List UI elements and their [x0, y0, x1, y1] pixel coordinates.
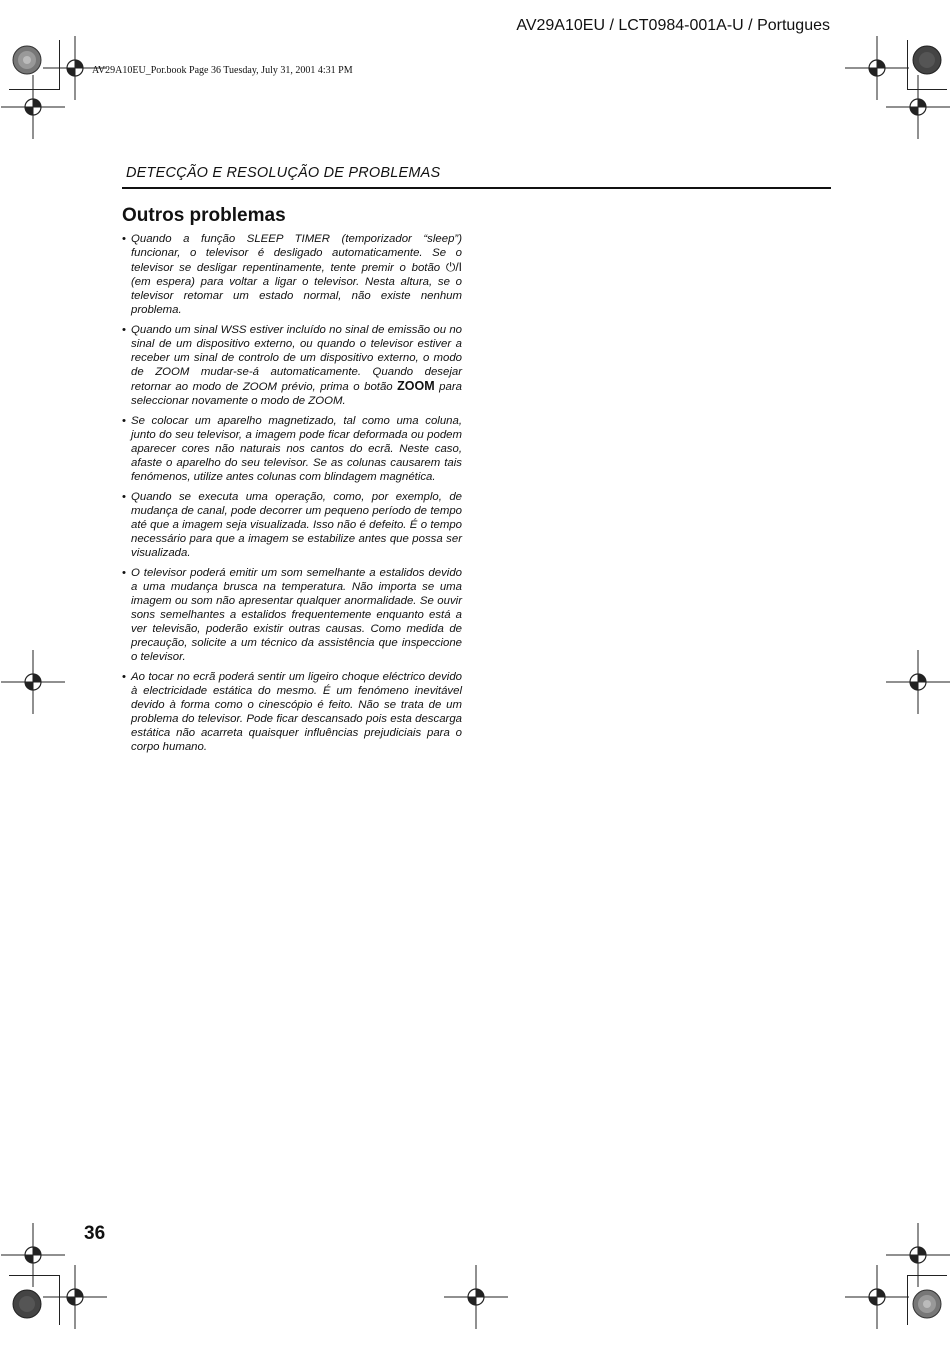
registration-mark-icon	[886, 75, 950, 139]
color-target-icon	[11, 44, 43, 76]
document-id: AV29A10EU / LCT0984-001A-U / Portugues	[516, 17, 830, 34]
trim-line	[907, 1275, 908, 1325]
zoom-button-label: ZOOM	[397, 379, 435, 393]
list-item: • Se colocar um aparelho magnetizado, tal como uma coluna, junto do seu televisor, a imagem pode ficar deformada ou podem aparecer cores não naturais nos cantos do ecrã. Neste caso, afaste o aparelho do seu televisor. Se as colunas causarem tais fenómenos, utilize antes colunas com blindagem magnética.	[122, 414, 462, 484]
trim-line	[907, 1275, 947, 1276]
registration-mark-icon	[444, 1265, 508, 1329]
page-number: 36	[84, 1223, 106, 1244]
trim-line	[9, 1275, 59, 1276]
section-header: DETECÇÃO E RESOLUÇÃO DE PROBLEMAS	[126, 165, 441, 181]
list-item: • Ao tocar no ecrã poderá sentir um ligeiro choque eléctrico devido à electricidade estática do mesmo. É um fenómeno inevitável devido à forma como o cinescópio é feito. Não se trata de um problema do televisor. Pode ficar descansado pois esta descarga estática não acarreta quaisquer influências prejudiciais para o corpo humano.	[122, 670, 462, 754]
problem-list	[122, 232, 462, 760]
trim-line	[59, 1275, 60, 1325]
trim-line	[59, 40, 60, 90]
page-title: Outros problemas	[122, 205, 286, 226]
trim-line	[907, 40, 908, 90]
registration-mark-icon	[845, 1265, 909, 1329]
registration-mark-icon	[1, 650, 65, 714]
trim-line	[9, 89, 59, 90]
color-target-icon	[911, 1288, 943, 1320]
book-file-info: AV29A10EU_Por.book Page 36 Tuesday, July 31, 2001 4:31 PM	[92, 65, 353, 76]
color-target-icon	[11, 1288, 43, 1320]
list-item: • Quando a função SLEEP TIMER (temporizador “sleep”) funcionar, o televisor é desligado automaticamente. Se o televisor se desligar repentinamente, tente premir o botão ⏻/I (em espera) para voltar a ligar o televisor. Nesta altura, se o televisor retomar um estado normal, não existe nenhum problema.	[122, 232, 462, 317]
standby-button-icon: ⏻/I	[445, 260, 462, 274]
list-item: • O televisor poderá emitir um som semelhante a estalidos devido a uma mudança brusca na temperatura. Não importa se uma imagem ou som não apresentar qualquer anormalidade. Se ouvir sons semelhantes a estalidos frequentemente enquanto está a ver televisão, poderão existir outras causas. Como medida de precaução, solicite a um técnico da assistência que inspeccione o televisor.	[122, 566, 462, 664]
registration-mark-icon	[886, 650, 950, 714]
color-target-icon	[911, 44, 943, 76]
registration-mark-icon	[1, 75, 65, 139]
list-item: • Quando se executa uma operação, como, por exemplo, de mudança de canal, pode decorrer um pequeno período de tempo até que a imagem seja visualizada. Isso não é defeito. É o tempo necessário para que a imagem se estabilize antes que possa ser visualizada.	[122, 490, 462, 560]
list-item: • Quando um sinal WSS estiver incluído no sinal de emissão ou no sinal de um dispositivo externo, ou quando o televisor estiver a receber um sinal de controlo de um dispositivo externo, o modo de ZOOM mudar-se-á automaticamente. Quando desejar retornar ao modo de ZOOM prévio, prima o botão ZOOM para seleccionar novamente o modo de ZOOM.	[122, 323, 462, 408]
header-divider	[122, 187, 831, 189]
trim-line	[907, 89, 947, 90]
